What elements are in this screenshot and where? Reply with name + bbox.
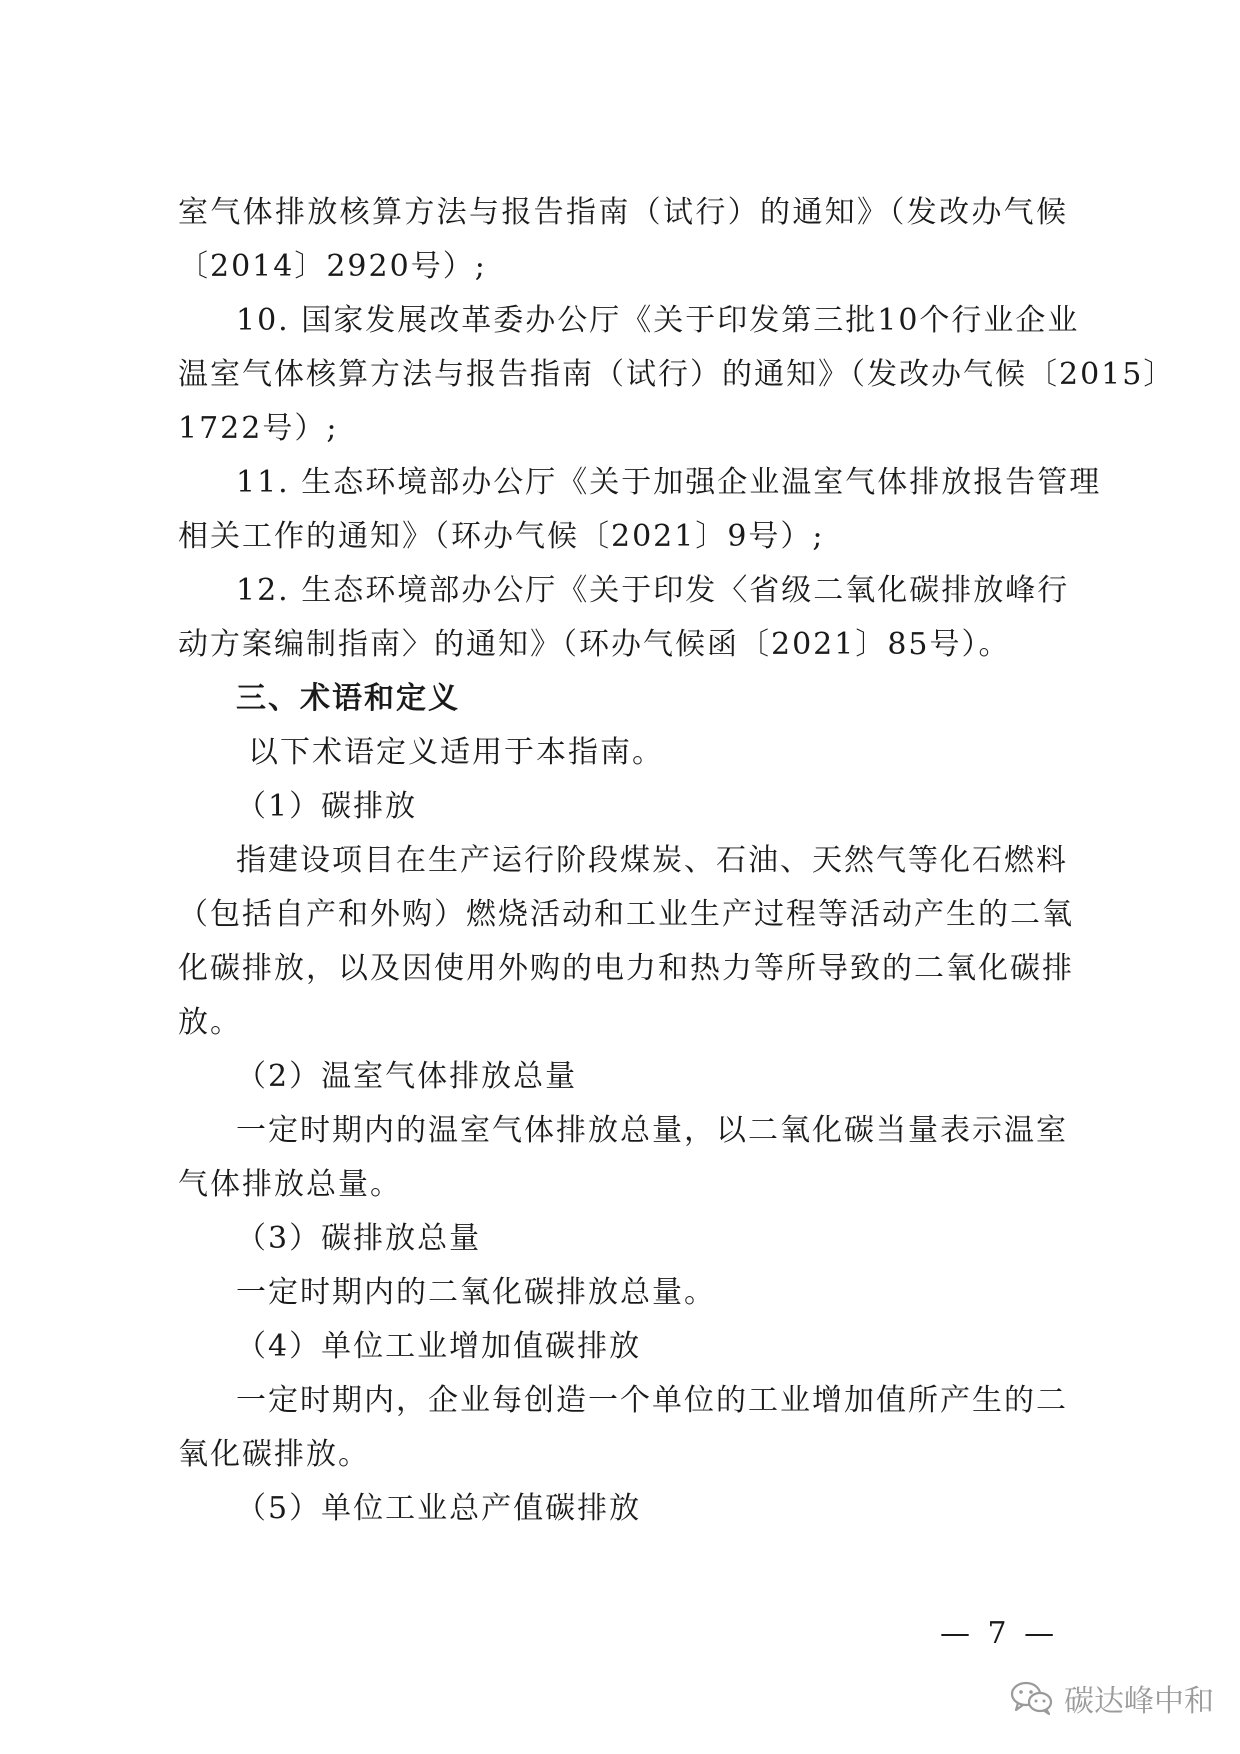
text-line: 氧化碳排放。 xyxy=(178,1437,370,1472)
text-line: 1722号）; xyxy=(178,411,339,446)
text-line: 温室气体核算方法与报告指南（试行）的通知》（发改办气候〔2015〕 xyxy=(178,357,1176,392)
term-title-5: （5）单位工业总产值碳排放 xyxy=(236,1491,642,1526)
term-definition: 指建设项目在生产运行阶段煤炭、石油、天然气等化石燃料 xyxy=(236,843,1068,878)
text-line: 〔2014〕2920号）; xyxy=(178,249,487,284)
text-line: 气体排放总量。 xyxy=(178,1167,402,1202)
watermark xyxy=(1010,1676,1214,1720)
text-line: 动方案编制指南〉的通知》（环办气候函〔2021〕85号）。 xyxy=(178,627,1011,662)
term-definition: 一定时期内的二氧化碳排放总量。 xyxy=(236,1275,716,1310)
document-body xyxy=(178,186,1176,1536)
watermark-text: 碳达峰中和 xyxy=(1064,1684,1214,1719)
term-definition: 一定时期内的温室气体排放总量，以二氧化碳当量表示温室 xyxy=(236,1113,1068,1148)
wechat-icon xyxy=(1010,1680,1054,1716)
term-title-3: （3）碳排放总量 xyxy=(236,1221,482,1256)
text-line: 化碳排放，以及因使用外购的电力和热力等所导致的二氧化碳排 xyxy=(178,951,1074,986)
text-line: （包括自产和外购）燃烧活动和工业生产过程等活动产生的二氧 xyxy=(178,897,1074,932)
list-item-11: 11. 生态环境部办公厅《关于加强企业温室气体排放报告管理 xyxy=(236,465,1102,500)
list-item-10: 10. 国家发展改革委办公厅《关于印发第三批10个行业企业 xyxy=(236,303,1080,338)
term-title-1: （1）碳排放 xyxy=(236,789,418,824)
section-heading: 三、术语和定义 xyxy=(236,681,460,716)
paragraph-intro: 以下术语定义适用于本指南。 xyxy=(248,735,664,770)
list-item-12: 12. 生态环境部办公厅《关于印发〈省级二氧化碳排放峰行 xyxy=(236,573,1070,608)
page-number: — 7 — xyxy=(940,1616,1059,1651)
term-title-2: （2）温室气体排放总量 xyxy=(236,1059,578,1094)
text-line: 相关工作的通知》（环办气候〔2021〕9号）; xyxy=(178,519,825,554)
term-definition: 一定时期内，企业每创造一个单位的工业增加值所产生的二 xyxy=(236,1383,1068,1418)
term-title-4: （4）单位工业增加值碳排放 xyxy=(236,1329,642,1364)
text-line: 放。 xyxy=(178,1005,242,1040)
text-line: 室气体排放核算方法与报告指南（试行）的通知》（发改办气候 xyxy=(178,195,1068,230)
